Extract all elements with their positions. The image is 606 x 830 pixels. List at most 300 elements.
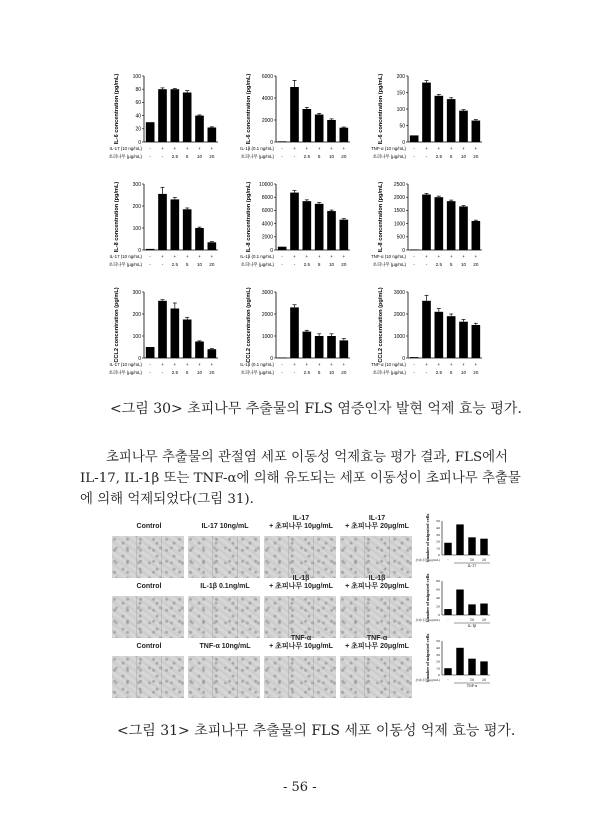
- y-tick-label: 0: [270, 355, 273, 362]
- y-tick-label: 2000: [261, 311, 273, 318]
- dose-value: 20: [209, 370, 215, 375]
- stim-value: -: [413, 146, 415, 151]
- y-tick-label: 30: [436, 532, 440, 537]
- bar: [303, 109, 312, 142]
- bar: [480, 661, 487, 675]
- dose-value: -: [447, 618, 449, 622]
- y-tick-label: 10: [436, 546, 440, 551]
- y-tick-label: 3000: [393, 289, 405, 296]
- stim-value: +: [462, 146, 465, 151]
- bar: [456, 590, 463, 616]
- group-label: TNF-α: [466, 684, 478, 688]
- bar: [472, 221, 481, 250]
- stim-value: +: [161, 362, 164, 367]
- dose-value: -: [293, 154, 296, 159]
- migration-label: TNF-α 10ng/mL: [199, 643, 251, 650]
- bar: [146, 122, 155, 142]
- dose-value: 2.5: [435, 370, 443, 375]
- dose-value: 10: [460, 262, 467, 267]
- stim-value: +: [293, 362, 296, 367]
- page-number: - 56 -: [283, 780, 317, 795]
- y-tick-label: 2500: [393, 181, 405, 188]
- stim-value: +: [293, 146, 296, 151]
- bar: [340, 128, 349, 142]
- bar: [278, 358, 287, 359]
- bar: [447, 316, 456, 358]
- bar: [340, 340, 349, 358]
- body-paragraph: [80, 447, 540, 510]
- stim-value: +: [330, 146, 333, 151]
- y-axis-label: CCL2 concentration (pg/mL): [246, 287, 252, 363]
- stim-value: +: [305, 254, 309, 259]
- dose-value: -: [413, 154, 415, 159]
- dose-value: -: [281, 154, 283, 159]
- y-tick-label: 3000: [261, 289, 273, 296]
- bar: [195, 342, 204, 359]
- bar: [146, 347, 155, 358]
- y-axis-label: CCL2 concentration (pg/mL): [378, 287, 384, 363]
- migration-label: Control: [136, 523, 162, 530]
- dose-value: 2.5: [303, 262, 311, 267]
- bar: [171, 89, 180, 142]
- bar: [459, 111, 468, 142]
- bar: [340, 220, 349, 250]
- dose-value: 5: [317, 370, 321, 375]
- dose-value: -: [459, 618, 461, 622]
- migration-image: [340, 536, 412, 578]
- y-tick-label: 2000: [261, 234, 273, 241]
- y-tick-label: 80: [135, 87, 141, 93]
- y-tick-label: 0: [138, 355, 141, 362]
- y-tick-label: 50: [436, 639, 440, 644]
- migration-image: [188, 536, 260, 578]
- stim-value: +: [425, 146, 428, 151]
- dose-value: 10: [328, 262, 335, 267]
- dose-value: 5: [317, 262, 321, 267]
- y-tick-label: 2000: [393, 311, 405, 318]
- dose-value: 20: [473, 262, 479, 267]
- stim-value: +: [449, 254, 453, 259]
- bar: [315, 204, 324, 250]
- migration-image: [188, 656, 260, 698]
- stim-value: +: [317, 362, 321, 367]
- dose-value: 10: [460, 370, 467, 375]
- y-tick-label: 100: [132, 333, 141, 340]
- y-tick-label: 0: [402, 355, 405, 362]
- y-tick-label: 20: [135, 126, 141, 133]
- stim-value: +: [198, 146, 201, 151]
- y-tick-label: 80: [436, 579, 440, 584]
- figure30-charts: [104, 70, 500, 392]
- bar: [303, 332, 312, 358]
- y-tick-label: 20: [436, 604, 440, 609]
- y-tick-label: 4000: [261, 95, 273, 102]
- dose-label: 초피나무 (μg/mL): [108, 154, 142, 159]
- dose-value: 5: [185, 370, 189, 375]
- y-tick-label: 0: [402, 247, 405, 254]
- y-tick-label: 20: [436, 659, 440, 664]
- migration-bar-chart-2: [415, 574, 490, 628]
- bar: [183, 320, 192, 359]
- dose-value: 5: [449, 154, 453, 159]
- dose-value: -: [161, 154, 164, 159]
- dose-value: 20: [341, 370, 347, 375]
- dose-value: -: [281, 370, 283, 375]
- bar-chart-7: [109, 287, 218, 376]
- y-tick-label: 300: [132, 181, 141, 188]
- stim-value: -: [281, 254, 283, 259]
- bar: [171, 309, 180, 359]
- y-axis-label: IL-8 concentration (pg/mL): [378, 181, 384, 253]
- y-tick-label: 0: [438, 553, 440, 558]
- y-axis-label: IL-6 concentration (pg/mL): [378, 73, 384, 145]
- y-axis-label: CCL2 concentration (pg/mL): [114, 287, 120, 363]
- dose-value: -: [413, 262, 415, 267]
- stim-value: +: [342, 362, 346, 367]
- stim-value: +: [437, 254, 441, 259]
- stim-value: +: [293, 254, 296, 259]
- y-tick-label: 50: [436, 519, 440, 524]
- bar: [315, 115, 324, 143]
- y-tick-label: 1000: [393, 333, 405, 340]
- bar: [195, 116, 204, 142]
- stim-value: -: [281, 362, 283, 367]
- group-label: IL-17: [467, 564, 477, 568]
- y-axis-label: IL-6 concentration (pg/mL): [114, 73, 120, 145]
- y-tick-label: 4000: [261, 221, 273, 228]
- bar: [468, 659, 475, 675]
- dose-value: 2.5: [435, 154, 443, 159]
- bar: [208, 127, 217, 142]
- dose-label: 초피나무 (μg/mL): [240, 370, 274, 375]
- stim-value: +: [342, 254, 346, 259]
- dose-value: 20: [473, 370, 479, 375]
- bar: [327, 120, 336, 142]
- dose-value: 20: [341, 262, 347, 267]
- stim-label: IL-1β (0.1 ng/mL): [240, 254, 274, 259]
- dose-label: 초피나무 (μg/mL): [108, 262, 142, 267]
- stim-value: +: [437, 146, 441, 151]
- bar: [468, 604, 475, 615]
- y-tick-label: 2000: [393, 195, 405, 201]
- bar: [158, 194, 167, 250]
- dose-value: 2.5: [171, 154, 179, 159]
- y-tick-label: 40: [436, 646, 440, 650]
- y-axis-label: IL-8 concentration (pg/mL): [114, 181, 120, 253]
- y-tick-label: 1500: [393, 208, 405, 215]
- y-tick-label: 2000: [261, 117, 273, 124]
- y-tick-label: 500: [396, 234, 405, 241]
- dose-value: 10: [196, 370, 203, 375]
- bar: [456, 648, 463, 675]
- bar: [278, 141, 287, 142]
- stim-value: -: [149, 146, 151, 151]
- stim-value: +: [474, 146, 478, 151]
- bar: [468, 537, 475, 555]
- migration-image: [340, 656, 412, 698]
- migration-label: TNF-α + 초피나무 20μg/mL: [345, 635, 409, 650]
- stim-value: -: [149, 254, 151, 259]
- y-tick-label: 10000: [259, 181, 273, 188]
- migration-label: TNF-α + 초피나무 10μg/mL: [269, 635, 333, 650]
- y-tick-label: 6000: [261, 73, 273, 80]
- stim-label: TNF-α (10 ng/mL): [371, 362, 406, 367]
- figure30-grid: [104, 70, 500, 392]
- bar: [208, 349, 217, 358]
- dose-value: 10: [469, 678, 475, 682]
- dose-value: -: [149, 262, 151, 267]
- y-tick-label: 10: [436, 666, 440, 671]
- migration-image: [112, 656, 184, 698]
- y-tick-label: 1000: [393, 221, 405, 228]
- bar: [480, 539, 487, 555]
- y-tick-label: 150: [396, 90, 405, 97]
- stim-value: +: [210, 254, 214, 259]
- dose-label: 초피나무 (μg/mL): [415, 618, 440, 622]
- bar: [410, 249, 419, 250]
- stim-value: +: [462, 254, 465, 259]
- dose-value: -: [149, 370, 151, 375]
- y-tick-label: 50: [399, 123, 405, 130]
- dose-label: 초피나무 (μg/mL): [240, 154, 274, 159]
- stim-value: +: [449, 362, 453, 367]
- stim-value: -: [149, 362, 151, 367]
- y-tick-label: 60: [135, 100, 141, 107]
- stim-value: +: [210, 146, 214, 151]
- bar: [158, 301, 167, 358]
- bar: [456, 524, 463, 555]
- dose-value: 5: [185, 262, 189, 267]
- stim-value: +: [317, 146, 321, 151]
- y-tick-label: 0: [138, 139, 141, 146]
- bar: [158, 89, 167, 142]
- bar: [422, 195, 431, 250]
- migration-image: [264, 656, 336, 698]
- bar: [327, 336, 336, 358]
- dose-value: -: [459, 678, 461, 682]
- y-axis-label: IL-8 concentration (pg/mL): [246, 181, 252, 253]
- stim-value: +: [198, 362, 201, 367]
- bar-chart-3: [371, 74, 482, 160]
- bar: [444, 668, 451, 675]
- y-axis-label: Number of migrated cells: [426, 633, 430, 683]
- dose-value: 20: [341, 154, 347, 159]
- bar: [195, 228, 204, 250]
- y-axis-label: Number of migrated cells: [426, 513, 430, 563]
- paragraph-line-3: 에 의해 억제되었다(그림 31).: [80, 492, 254, 507]
- bar: [444, 543, 451, 555]
- dose-value: -: [293, 262, 296, 267]
- y-tick-label: 1000: [261, 333, 273, 340]
- dose-value: 5: [317, 154, 321, 159]
- y-tick-label: 100: [132, 73, 141, 80]
- bar: [290, 87, 299, 142]
- dose-value: -: [161, 370, 164, 375]
- dose-value: 20: [481, 558, 487, 562]
- bar: [410, 357, 419, 358]
- bar: [444, 609, 451, 615]
- y-tick-label: 8000: [261, 195, 273, 201]
- bar: [278, 247, 287, 250]
- paragraph-line-2: IL-17, IL-1β 또는 TNF-α에 의해 유도되는 세포 이동성이 초피나무 추출물: [80, 471, 521, 486]
- dose-label: 초피나무 (μg/mL): [372, 154, 406, 159]
- stim-label: IL-17 (10 ng/mL): [109, 254, 142, 259]
- figure30-caption: <그림 30> 초피나무 추출물의 FLS 염증인자 발현 억제 효능 평가.: [110, 401, 522, 417]
- stim-value: +: [173, 146, 177, 151]
- group-label: IL-1β: [467, 624, 477, 628]
- dose-value: 20: [481, 618, 487, 622]
- bar: [183, 209, 192, 250]
- migration-bar-chart-1: [415, 514, 490, 568]
- dose-value: 2.5: [303, 154, 311, 159]
- dose-value: -: [161, 262, 164, 267]
- stim-value: +: [305, 362, 309, 367]
- stim-value: +: [161, 254, 164, 259]
- stim-value: +: [198, 254, 201, 259]
- y-tick-label: 300: [132, 289, 141, 296]
- stim-label: IL-17 (10 ng/mL): [109, 362, 142, 367]
- migration-image: [264, 536, 336, 578]
- stim-label: IL-1β (0.1 ng/mL): [240, 146, 274, 151]
- bar: [422, 83, 431, 142]
- migration-label: IL-1β + 초피나무 10μg/mL: [269, 575, 333, 590]
- y-tick-label: 6000: [261, 208, 273, 215]
- dose-value: -: [459, 558, 461, 562]
- bar-chart-6: [371, 182, 482, 268]
- y-tick-label: 200: [396, 73, 405, 80]
- y-tick-label: 0: [438, 613, 440, 618]
- bar: [327, 211, 336, 250]
- stim-value: +: [330, 254, 333, 259]
- stim-value: +: [210, 362, 214, 367]
- migration-image: [188, 596, 260, 638]
- dose-value: 5: [185, 154, 189, 159]
- stim-value: +: [161, 146, 164, 151]
- dose-value: 5: [449, 262, 453, 267]
- y-tick-label: 0: [138, 247, 141, 254]
- y-axis-label: Number of migrated cells: [426, 573, 430, 623]
- bar: [410, 135, 419, 142]
- bar: [290, 193, 299, 250]
- stim-value: +: [317, 254, 321, 259]
- y-tick-label: 30: [436, 652, 440, 657]
- y-tick-label: 0: [438, 673, 440, 678]
- bar-chart-4: [109, 182, 218, 268]
- dose-value: 5: [449, 370, 453, 375]
- bar: [435, 197, 444, 250]
- dose-value: -: [149, 154, 151, 159]
- figure31: [0, 515, 606, 715]
- dose-value: 2.5: [435, 262, 443, 267]
- stim-value: +: [185, 362, 189, 367]
- y-tick-label: 40: [436, 526, 440, 530]
- migration-label: Control: [136, 583, 162, 590]
- y-tick-label: 0: [270, 247, 273, 254]
- migration-image: [264, 596, 336, 638]
- migration-bar-chart-3: [415, 634, 490, 688]
- bar: [435, 96, 444, 142]
- bar: [422, 301, 431, 358]
- figure31-mini-charts: [415, 513, 500, 715]
- dose-value: 10: [460, 154, 467, 159]
- bar-chart-5: [240, 182, 350, 268]
- stim-value: +: [425, 254, 428, 259]
- dose-value: 20: [209, 262, 215, 267]
- paragraph-line-1: 초피나무 추출물의 관절염 세포 이동성 억제효능 평가 결과, FLS에서: [106, 450, 508, 465]
- dose-label: 초피나무 (μg/mL): [372, 370, 406, 375]
- stim-value: +: [185, 146, 189, 151]
- stim-value: +: [173, 362, 177, 367]
- stim-value: +: [305, 146, 309, 151]
- dose-value: -: [425, 370, 428, 375]
- migration-label: IL-1β + 초피나무 20μg/mL: [345, 575, 409, 590]
- stim-value: +: [462, 362, 465, 367]
- dose-label: 초피나무 (μg/mL): [240, 262, 274, 267]
- y-tick-label: 60: [436, 587, 440, 592]
- dose-value: 10: [469, 558, 475, 562]
- dose-value: 20: [473, 154, 479, 159]
- bar-chart-1: [109, 74, 218, 160]
- stim-value: +: [437, 362, 441, 367]
- stim-label: TNF-α (10 ng/mL): [371, 146, 406, 151]
- dose-value: 2.5: [171, 262, 179, 267]
- migration-label: Control: [136, 643, 162, 650]
- y-tick-label: 40: [436, 596, 440, 601]
- stim-value: -: [413, 362, 415, 367]
- bar: [290, 307, 299, 358]
- dose-value: 10: [196, 262, 203, 267]
- dose-label: 초피나무 (μg/mL): [415, 678, 440, 682]
- bar: [303, 201, 312, 250]
- bar-chart-9: [371, 287, 482, 376]
- dose-value: 10: [328, 154, 335, 159]
- stim-value: -: [413, 254, 415, 259]
- dose-value: -: [413, 370, 415, 375]
- bar: [183, 93, 192, 143]
- dose-value: -: [425, 154, 428, 159]
- y-tick-label: 40: [135, 113, 141, 120]
- dose-value: -: [281, 262, 283, 267]
- migration-label: IL-17 10ng/mL: [201, 523, 249, 530]
- dose-value: -: [425, 262, 428, 267]
- dose-value: 20: [481, 678, 487, 682]
- dose-value: 10: [469, 618, 475, 622]
- migration-image: [112, 536, 184, 578]
- stim-value: +: [474, 362, 478, 367]
- dose-label: 초피나무 (μg/mL): [415, 558, 440, 562]
- bar-chart-8: [240, 287, 350, 376]
- stim-label: IL-17 (10 ng/mL): [109, 146, 142, 151]
- dose-value: -: [447, 678, 449, 682]
- y-tick-label: 20: [436, 539, 440, 544]
- stim-value: -: [281, 146, 283, 151]
- dose-label: 초피나무 (μg/mL): [108, 370, 142, 375]
- stim-value: +: [330, 362, 333, 367]
- bar: [146, 249, 155, 250]
- stim-value: +: [173, 254, 177, 259]
- migration-label: IL-17 + 초피나무 20μg/mL: [345, 515, 409, 530]
- stim-value: +: [342, 146, 346, 151]
- migration-label: IL-1β 0.1ng/mL: [200, 583, 250, 590]
- stim-value: +: [449, 146, 453, 151]
- y-tick-label: 100: [396, 106, 405, 113]
- bar: [447, 99, 456, 142]
- dose-value: 10: [196, 154, 203, 159]
- bar: [459, 206, 468, 250]
- bar: [208, 242, 217, 250]
- dose-label: 초피나무 (μg/mL): [372, 262, 406, 267]
- dose-value: 2.5: [171, 370, 179, 375]
